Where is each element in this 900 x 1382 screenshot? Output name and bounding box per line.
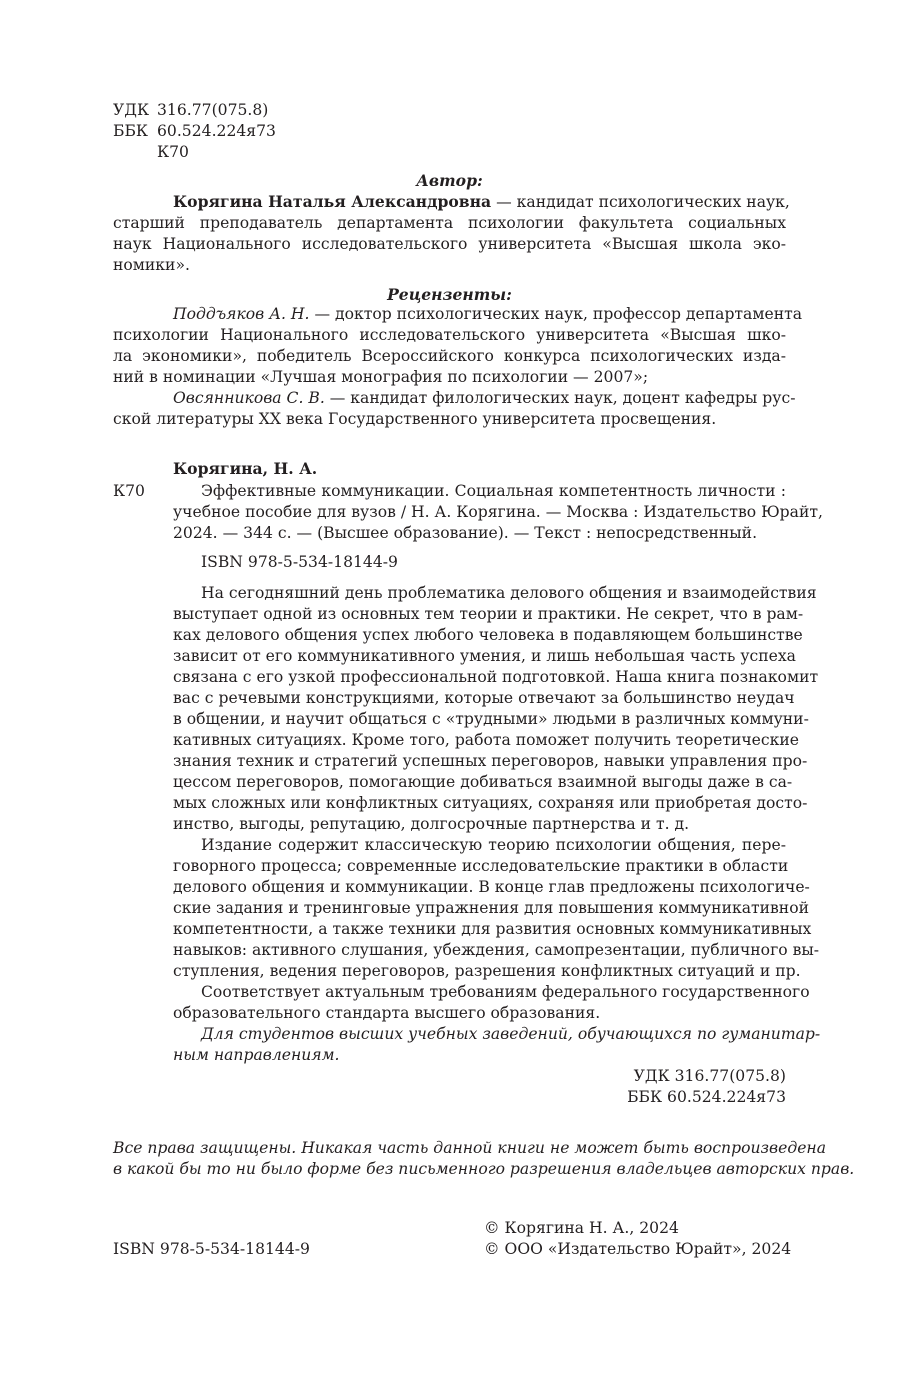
footer-copyright-author: © Корягина Н. А., 2024 (484, 1219, 679, 1237)
footer-isbn: ISBN 978-5-534-18144-9 (113, 1240, 310, 1258)
reviewers-block: Поддъяков А. Н. — доктор психологических наук, профессор департамента психологии Национального исследовательского университета «Высшая шко- ла экономики», победитель Всероссийского конкурса психологических изда- ний в номинации «Лучшая монография по психологии — 2007»; Овсянникова С. В. — кандидат филологических наук, доцент кафедры рус- ской литературы XX века Государственного университета просвещения. (113, 305, 803, 428)
annotation-udk: УДК 316.77(075.8) (633, 1067, 786, 1085)
annotation (173, 583, 821, 1108)
udk-label: УДК (113, 101, 150, 119)
annotation-bbk: ББК 60.524.224я73 (627, 1088, 786, 1106)
udk-header (113, 100, 276, 163)
author-title: Автор: (416, 171, 483, 190)
annotation-paragraph-2: Издание содержит классическую теорию психологии общения, пере- говорного процесса; современные исследовательские практики в области делового общения и коммуникации. В конце глав предложены психологиче- ские задания и тренинговые упражнения для повышения коммуникативной компетентности, а также техники для развития основных коммуникативных навыков: активного слушания, убеждения, самопрезентации, публичного вы- ступления, ведения переговоров, разрешения конфликтных ситуаций и пр. (173, 836, 820, 980)
author-block: Корягина Наталья Александровна — кандидат психологических наук, старший преподаватель департамента психологии факультета социальных наук Национального исследовательского университета «Высшая школа эко- номики». (113, 192, 790, 274)
footer-copyright-publisher: © ООО «Издательство Юрайт», 2024 (484, 1240, 792, 1258)
annotation-audience: Для студентов высших учебных заведений, обучающихся по гуманитар- ным направлениям. (173, 1025, 821, 1064)
bbk-value: 60.524.224я73 (157, 122, 276, 140)
author-name: Корягина Наталья Александровна (173, 192, 492, 211)
catalog-isbn: ISBN 978-5-534-18144-9 (201, 553, 398, 571)
bbk-label: ББК (113, 122, 148, 140)
udk-value: 316.77(075.8) (157, 101, 269, 119)
author-mark: К70 (157, 143, 189, 161)
catalog-description: Эффективные коммуникации. Социальная компетентность личности : учебное пособие для вузов / Н. А. Корягина. — Москва : Издательство Юрайт, 2024. — 344 с. — (Высшее образование). — Текст : непосредственный. (173, 482, 823, 542)
reviewer-2-name: Овсянникова С. В. (173, 389, 325, 407)
rights-notice: Все права защищены. Никакая часть данной книги не может быть воспроизведена в какой бы то ни было форме без письменного разрешения владельцев авторских прав. (113, 1139, 855, 1178)
reviewer-1-name: Поддъяков А. Н. (173, 305, 310, 323)
annotation-paragraph-3: Соответствует актуальным требованиям федерального государственного образовательного стандарта высшего образования. (173, 983, 810, 1022)
catalog-author-heading: Корягина, Н. А. (173, 459, 318, 478)
annotation-paragraph-1: На сегодняшний день проблематика делового общения и взаимодействия выступает одной из основных тем теории и практики. Не секрет, что в рам- ках делового общения успех любого человека в подавляющем большинстве зависит от его коммуникативного умения, и лишь небольшая часть успеха связана с его узкой профессиональной подготовкой. Наша книга познакомит вас с речевыми конструкциями, которые отвечают за большинство неудач в общении, и научит общаться с «трудными» людьми в различных коммуни- кативных ситуациях. Кроме того, работа поможет получить теоретические знания техник и стратегий успешных переговоров, навыки управления про- цессом переговоров, помогающие добиваться взаимной выгоды даже в са- мых сложных или конфликтных ситуациях, сохраняя или приобретая досто- инство, выгоды, репутацию, долгосрочные партнерства и т. д. (173, 584, 819, 833)
catalog-mark: К70 (113, 482, 145, 500)
reviewers-title: Рецензенты: (387, 285, 512, 304)
